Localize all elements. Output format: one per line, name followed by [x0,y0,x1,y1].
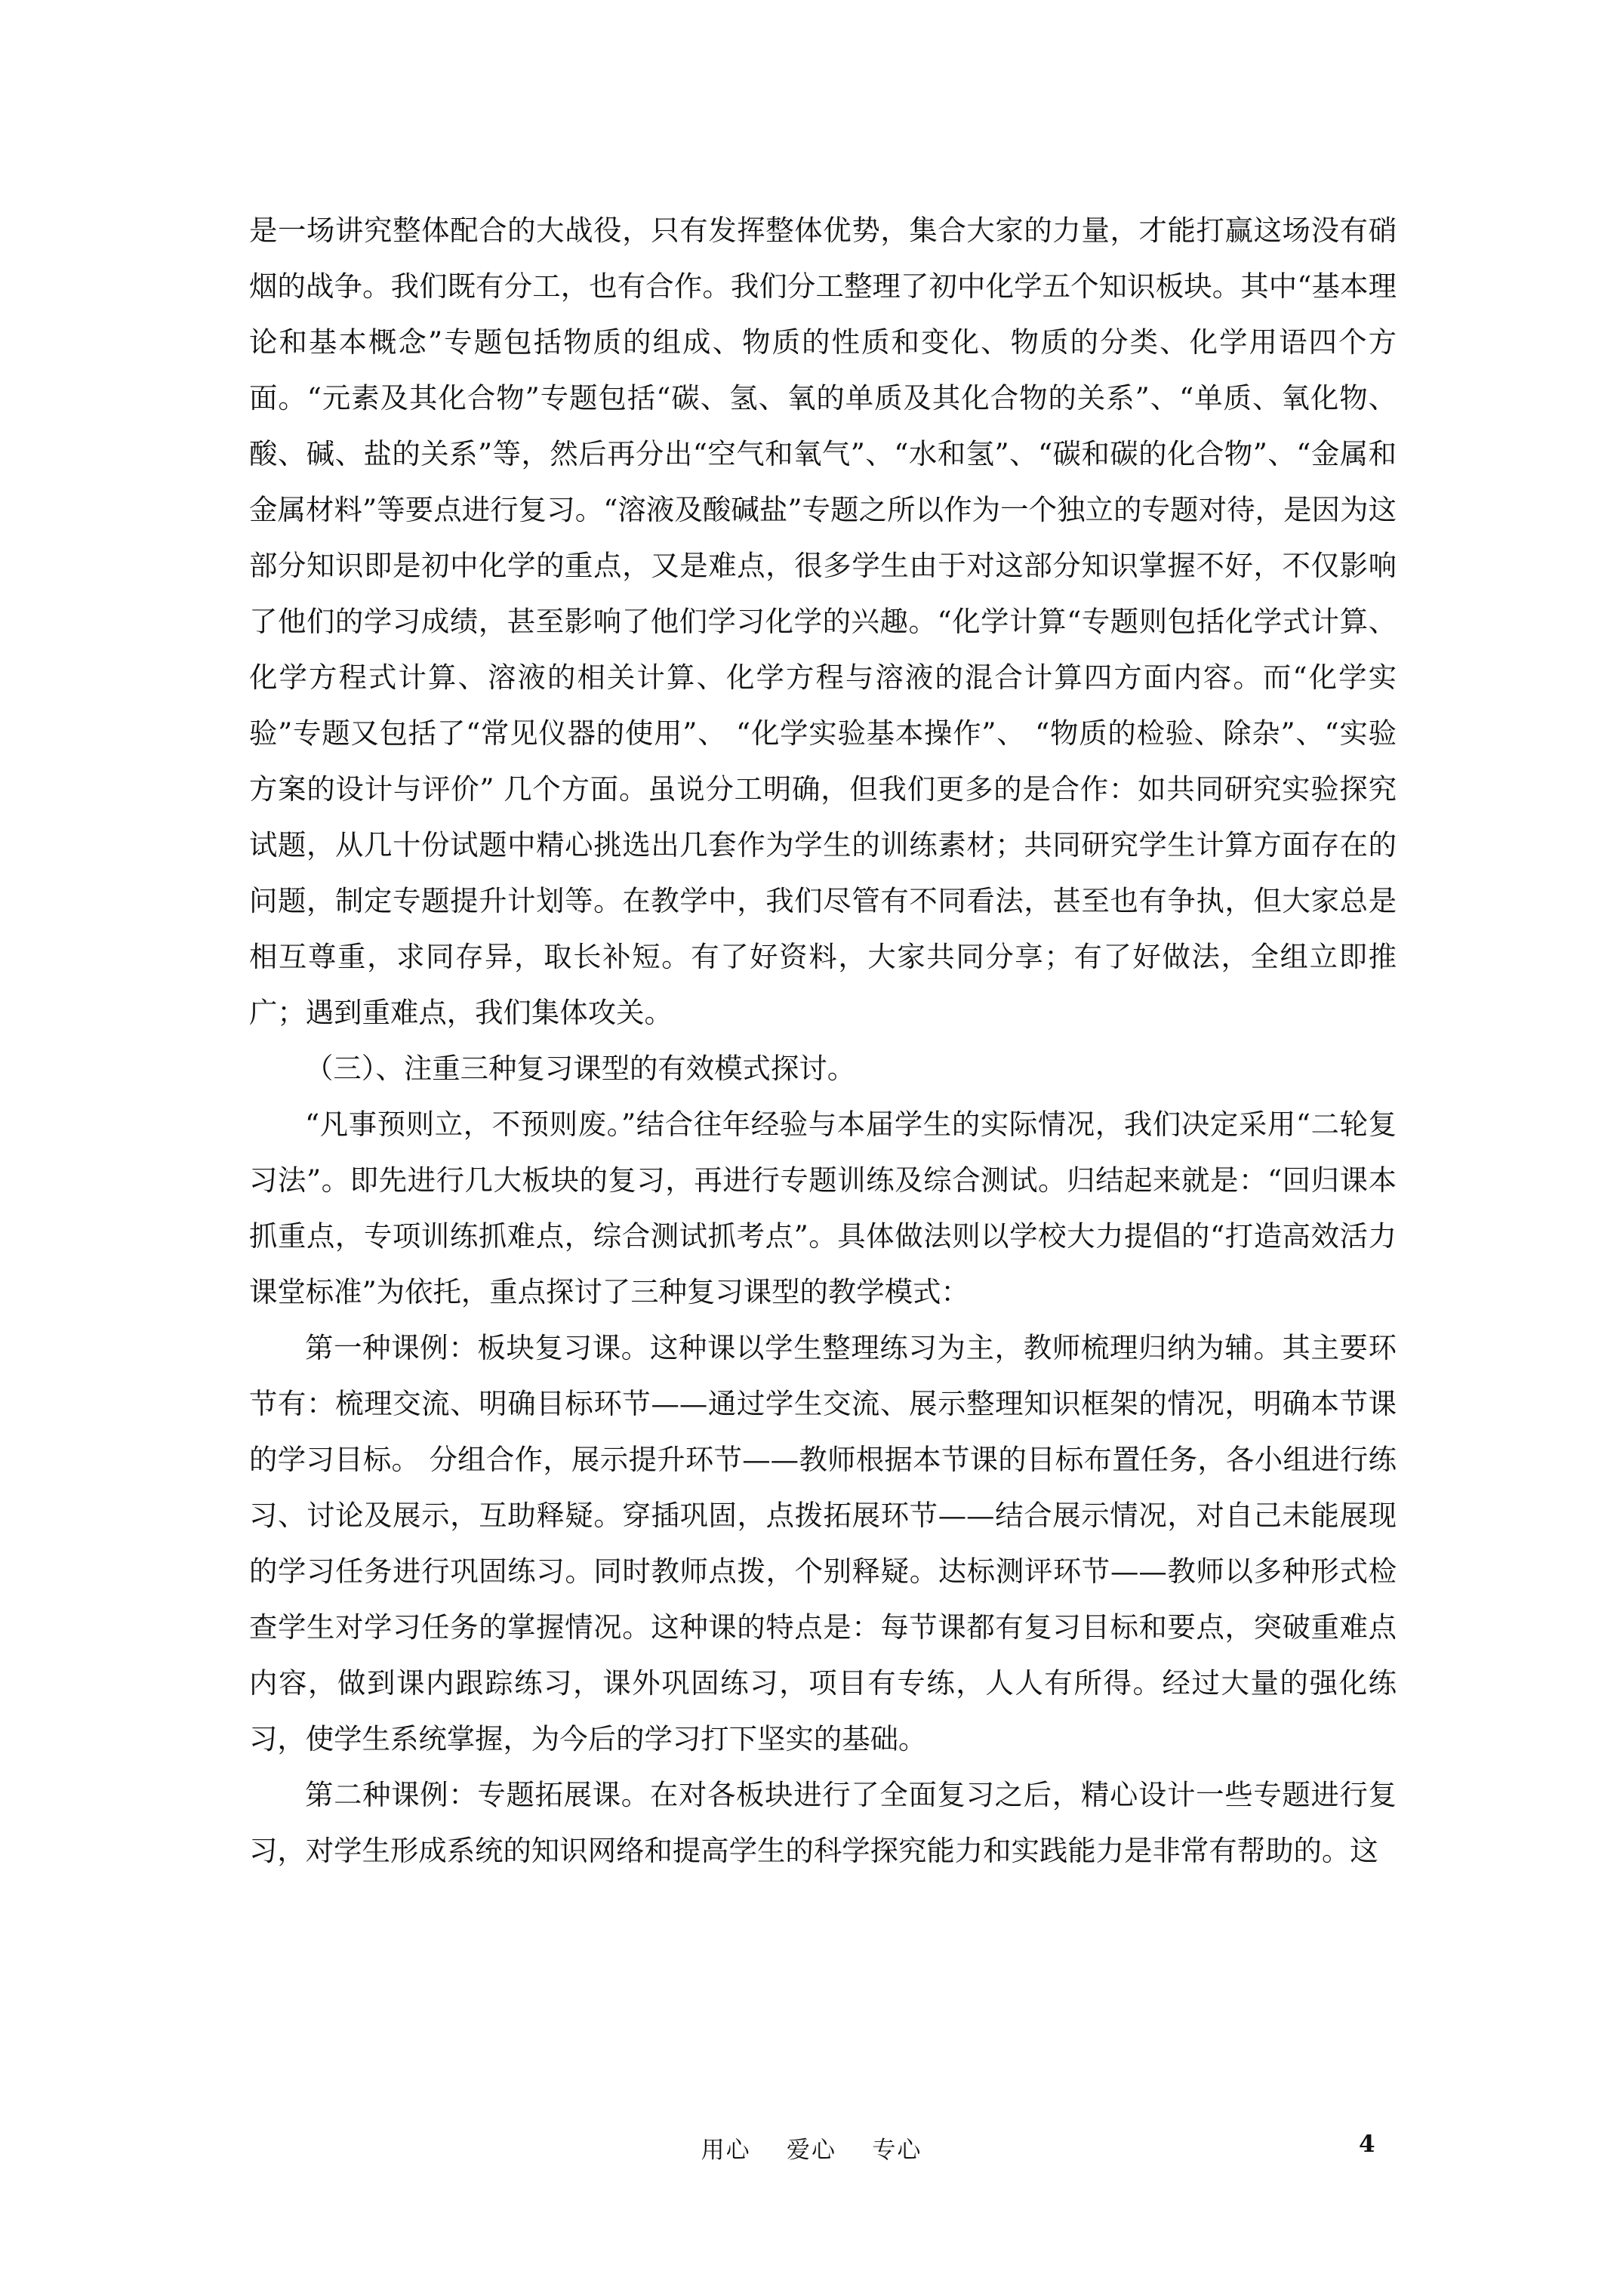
paragraph-1: 是一场讲究整体配合的大战役，只有发挥整体优势，集合大家的力量，才能打赢这场没有硝烟的战争。我们既有分工，也有合作。我们分工整理了初中化学五个知识板块。其中“基本理论和基本概念”专题包括物质的组成、物质的性质和变化、物质的分类、化学用语四个方面。“元素及其化合物”专题包括“碳、氢、氧的单质及其化合物的关系”、“单质、氧化物、酸、碱、盐的关系”等，然后再分出“空气和氧气”、“水和氢”、“碳和碳的化合物”、“金属和金属材料”等要点进行复习。“溶液及酸碱盐”专题之所以作为一个独立的专题对待，是因为这部分知识即是初中化学的重点，又是难点，很多学生由于对这部分知识掌握不好，不仅影响了他们的学习成绩，甚至影响了他们学习化学的兴趣。“化学计算“专题则包括化学式计算、化学方程式计算、溶液的相关计算、化学方程与溶液的混合计算四方面内容。而“化学实验”专题又包括了“常见仪器的使用”、 “化学实验基本操作”、 “物质的检验、除杂”、“实验方案的设计与评价” 几个方面。虽说分工明确，但我们更多的是合作：如共同研究实验探究试题，从几十份试题中精心挑选出几套作为学生的训练素材；共同研究学生计算方面存在的问题，制定专题提升计划等。在教学中，我们尽管有不同看法，甚至也有争执，但大家总是相互尊重，求同存异，取长补短。有了好资料，大家共同分享；有了好做法，全组立即推广；遇到重难点，我们集体攻关。 [249,214,1397,1029]
paragraph-4: 第一种课例：板块复习课。这种课以学生整理练习为主，教师梳理归纳为辅。其主要环节有：梳理交流、明确目标环节——通过学生交流、展示整理知识框架的情况，明确本节课的学习目标。 分组合作，展示提升环节——教师根据本节课的目标布置任务，各小组进行练习、讨论及展示，互助释疑。穿插巩固，点拨拓展环节——结合展示情况，对自己未能展现的学习任务进行巩固练习。同时教师点拨，个别释疑。达标测评环节——教师以多种形式检查学生对学习任务的掌握情况。这种课的特点是：每节课都有复习目标和要点，突破重难点内容，做到课内跟踪练习，课外巩固练习，项目有专练，人人有所得。经过大量的强化练习，使学生系统掌握，为今后的学习打下坚实的基础。 [249,1331,1397,1755]
body-text [249,202,1397,1878]
page-footer [0,2131,1623,2176]
paragraph-5: 第二种课例：专题拓展课。在对各板块进行了全面复习之后，精心设计一些专题进行复习，对学生形成系统的知识网络和提高学生的科学探究能力和实践能力是非常有帮助的。这 [249,1778,1397,1867]
footer-motto: 用心 爱心 专心 [701,2137,922,2164]
paragraph-2-section-heading: （三）、注重三种复习课型的有效模式探讨。 [305,1052,856,1085]
page-number: 4 [1359,2131,1375,2158]
paragraph-3: “凡事预则立，不预则废。”结合往年经验与本届学生的实际情况，我们决定采用“二轮复习法”。即先进行几大板块的复习，再进行专题训练及综合测试。归结起来就是：“回归课本抓重点，专项训练抓难点，综合测试抓考点”。具体做法则以学校大力提倡的“打造高效活力课堂标准”为依托，重点探讨了三种复习课型的教学模式： [249,1108,1397,1308]
